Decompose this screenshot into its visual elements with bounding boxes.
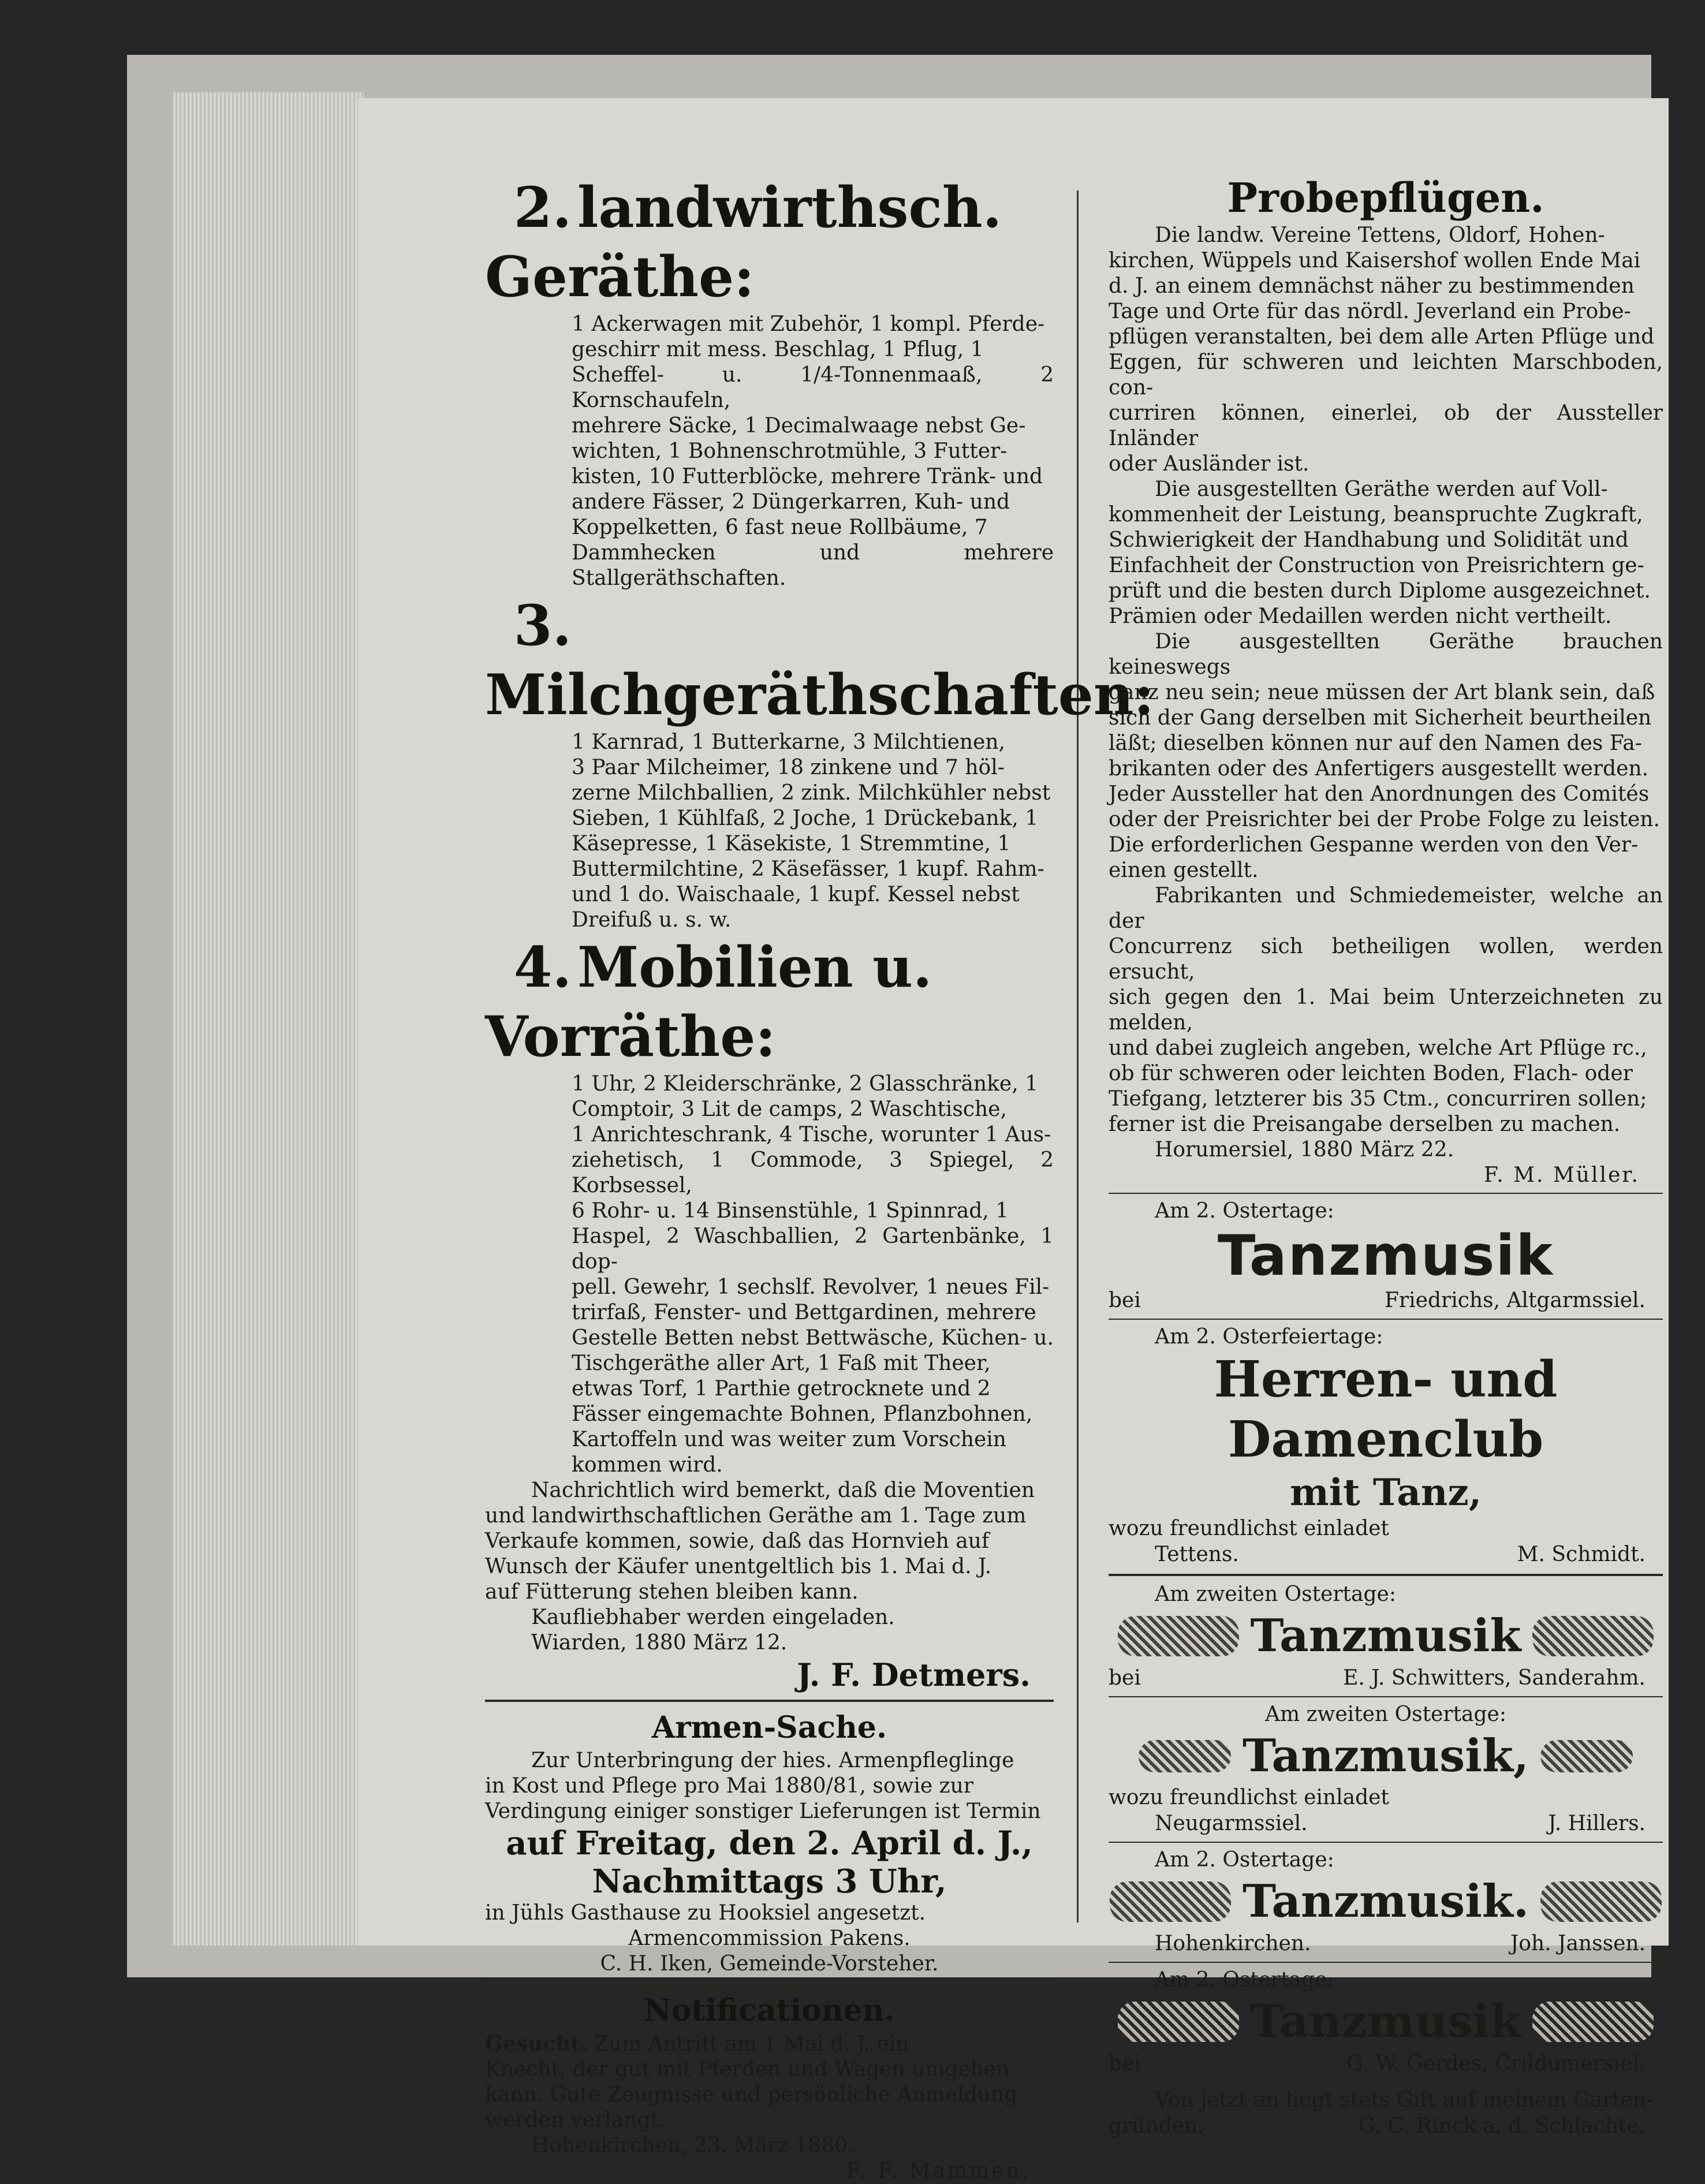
ad3-banner: Tanzmusik	[1109, 1607, 1663, 1665]
ad-rule-7	[1109, 2082, 1663, 2083]
probe-body: Die landw. Vereine Tettens, Oldorf, Hohen- kirchen, Wüppels und Kaisershof wollen Ende Mai d. J. an einem demnächst näher zu bestimmenden Tage und Orte für das nördl. Jeverland ein Probe- pflügen veranstalten, bei dem alle Arten Pflüge und Eggen, für schweren und leichten Marschboden, con- curriren können, einerlei, ob der Aussteller Inländer oder Ausländer ist. Die ausgestellten Geräthe werden auf Voll- kommenheit der Leistung, beanspruchte Zugkraft, Schwierigkeit der Handhabung und Solidität und Einfachheit der Construction von Preisrichtern ge- prüft und die besten durch Diplome ausgezeichnet. Prämien oder Medaillen werden nicht vertheilt. Die ausgestellten Geräthe brauchen keineswegs ganz neu sein; neue müssen der Art blank sein, daß sich der Gang derselben mit Sicherheit beurtheilen läßt; dieselben können nur auf den Namen des Fa- brikanten oder des Anfertigers ausgestellt werden. Jeder Aussteller hat den Anordnungen des Comités oder der Preisrichter bei der Probe Folge zu leisten. Die erforderlichen Gespanne werden von den Ver- einen gestellt. Fabrikanten und Schmiedemeister, welche an der Concurrenz sich betheiligen wollen, werden ersucht, sich gegen den 1. Mai beim Unterzeichneten zu melden, und dabei zugleich angeben, welche Art Pflüge rc., ob für schweren oder leichten Boden, Flach- oder Tiefgang, letzterer bis 35 Ctm., concurriren sollen; ferner ist die Preisangabe derselben zu machen. Horumersiel, 1880 März 22. F. M. Müller.	[1109, 223, 1663, 1187]
sale-notice: Nachrichtlich wird bemerkt, daß die Moventien und landwirthschaftlichen Geräthe am 1. Tage zum Verkaufe kommen, sowie, daß das Hornvieh auf Wunsch der Käufer unentgeltlich bis 1. Mai d. J. auf Fütterung stehen bleiben kann. Kaufliebhaber werden eingeladen. Wiarden, 1880 März 12.	[485, 1479, 1035, 1655]
section-2-heading: 2. landwirthsch. Geräthe:	[485, 175, 1002, 309]
ad5-banner: Tanzmusik.	[1109, 1873, 1663, 1931]
section-rule-2	[485, 1983, 1054, 1985]
ad4-invite: wozu freundlichst einladet	[1109, 1786, 1389, 1809]
ad2-title: Herren- und Damenclub	[1214, 1350, 1558, 1469]
detmers-signature: J. F. Detmers.	[797, 1656, 1031, 1693]
ad7-body: Von jetzt an liegt stets Gift auf meinem Garten- gründen. G. C. Rinck a. d. Schlachte.	[1109, 2088, 1654, 2138]
ad-rule-1	[1109, 1193, 1663, 1194]
section-3-heading: 3.Milchgeräthschaften:	[485, 593, 1155, 727]
ad4-intro: Am zweiten Ostertage:	[1265, 1703, 1506, 1726]
ad6-footer: bei G. W. Gerdes, Crildumersiel.	[1109, 2052, 1646, 2075]
armen-time: Nachmittags 3 Uhr,	[592, 1862, 947, 1901]
section-rule	[485, 1700, 1054, 1702]
section-2-body: 1 Ackerwagen mit Zubehör, 1 kompl. Pferde- geschirr mit mess. Beschlag, 1 Pflug, 1 Scheffel- u. 1/4-Tonnenmaaß, 2 Kornschaufeln, mehrere Säcke, 1 Decimalwaage nebst Ge- wichten, 1 Bohnenschrotmühle, 3 Futter- kisten, 10 Futterblöcke, mehrere Tränk- und andere Fässer, 2 Düngerkarren, Kuh- und Koppelketten, 6 fast neue Rollbäume, 7 Dammhecken und mehrere Stallgeräthschaften.	[572, 312, 1054, 590]
ad5-intro: Am 2. Ostertage:	[1155, 1848, 1334, 1872]
section-3-body: 1 Karnrad, 1 Butterkarne, 3 Milchtienen, 3 Paar Milcheimer, 18 zinkene und 7 höl- zerne Milchballien, 2 zink. Milchkühler nebst Sieben, 1 Kühlfaß, 2 Joche, 1 Drückebank, 1 Käsepresse, 1 Käsekiste, 1 Stremmtine, 1 Buttermilchtine, 2 Käsefässer, 1 kupf. Rahm- und 1 do. Waischaale, 1 kupf. Kessel nebst Dreifuß u. s. w.	[572, 730, 1051, 932]
ad4-footer: Neugarmssiel. J. Hillers.	[1155, 1812, 1646, 1835]
ad4-banner: Tanzmusik,	[1109, 1727, 1663, 1785]
ad5-footer: Hohenkirchen. Joh. Janssen.	[1155, 1932, 1646, 1955]
ad2-footer: Tettens. M. Schmidt.	[1155, 1543, 1646, 1566]
ad1-footer: bei Friedrichs, Altgarmssiel.	[1109, 1289, 1646, 1312]
right-column	[1109, 173, 1663, 2140]
ad-rule-2	[1109, 1319, 1663, 1320]
ad6-banner: Tanzmusik	[1109, 1993, 1663, 2051]
page-stack-edge	[173, 92, 364, 1946]
armen-date: auf Freitag, den 2. April d. J.,	[506, 1824, 1033, 1862]
armen-title: Armen-Sache.	[651, 1710, 887, 1745]
armen-location: in Jühls Gasthause zu Hooksiel angesetzt.	[485, 1901, 926, 1925]
ad-rule-3	[1109, 1574, 1663, 1576]
armen-signer: C. H. Iken, Gemeinde-Vorsteher.	[600, 1952, 939, 1976]
ad3-footer: bei E. J. Schwitters, Sanderahm.	[1109, 1666, 1646, 1690]
notif-body: Gesucht. Zum Antritt am 1 Mai d. J. ein Knecht, der gut mit Pferden und Wagen umgehen kann. Gute Zeugnisse und persönliche Anmeldung werden verlangt. Hohenkirchen, 23. März 1880. F. F. Mammen.	[485, 2032, 1031, 2183]
ad1-intro: Am 2. Ostertage:	[1155, 1199, 1334, 1223]
left-column	[485, 173, 1155, 2184]
section-4-heading: 4. Mobilien u. Vorräthe:	[485, 935, 932, 1069]
notif-label: Gesucht.	[485, 2032, 588, 2056]
scroll-right-icon	[1532, 2002, 1654, 2042]
ad2-intro: Am 2. Osterfeiertage:	[1155, 1325, 1383, 1349]
armen-body: Zur Unterbringung der hies. Armenpfleglinge in Kost und Pflege pro Mai 1880/81, sowie zur Verdingung einiger sonstiger Lieferungen ist Termin	[485, 1749, 1041, 1823]
armen-commission: Armencommission Pakens.	[628, 1927, 911, 1950]
section-4-body: 1 Uhr, 2 Kleiderschränke, 2 Glasschränke, 1 Comptoir, 3 Lit de camps, 2 Waschtische, 1 Anrichteschrank, 4 Tische, worunter 1 Aus- ziehetisch, 1 Commode, 3 Spiegel, 2 Korbsessel, 6 Rohr- u. 14 Binsenstühle, 1 Spinnrad, 1 Haspel, 2 Waschballien, 2 Gartenbänke, 1 dop- pell. Gewehr, 1 sechslf. Revolver, 1 neues Fil- trirfaß, Fenster- und Bettgardinen, mehrere Gestelle Betten nebst Bettwäsche, Küchen- u. Tischgeräthe aller Art, 1 Faß mit Theer, etwas Torf, 1 Parthie getrocknete und 2 Fässer eingemachte Bohnen, Pflanzbohnen, Kartoffeln und was weiter zum Vorschein kommen wird.	[572, 1072, 1054, 1477]
scroll-left-icon	[1118, 2002, 1239, 2042]
probe-title: Probepflügen.	[1227, 174, 1544, 222]
newspaper-page	[358, 98, 1669, 2183]
ad-rule-5	[1109, 1842, 1663, 1843]
ad1-title: Tanzmusik	[1217, 1223, 1554, 1288]
ad-rule-6	[1109, 1962, 1663, 1963]
trumpet-left-icon	[1139, 1740, 1231, 1772]
ad3-intro: Am zweiten Ostertage:	[1155, 1582, 1396, 1606]
column-divider	[1077, 191, 1079, 1922]
musicians-right-icon	[1540, 1881, 1662, 1922]
ad-rule-4	[1109, 1696, 1663, 1697]
ad2-subtitle: mit Tanz,	[1290, 1471, 1482, 1514]
notif-title: Notificationen.	[644, 1993, 895, 2028]
musicians-left-icon	[1110, 1881, 1231, 1922]
ornament-left-icon	[1118, 1616, 1239, 1656]
ad6-intro: Am 2. Ostertage:	[1155, 1968, 1334, 1992]
trumpet-right-icon	[1540, 1740, 1633, 1772]
ad2-invite: wozu freundlichst einladet	[1109, 1517, 1389, 1540]
ornament-right-icon	[1532, 1616, 1654, 1656]
